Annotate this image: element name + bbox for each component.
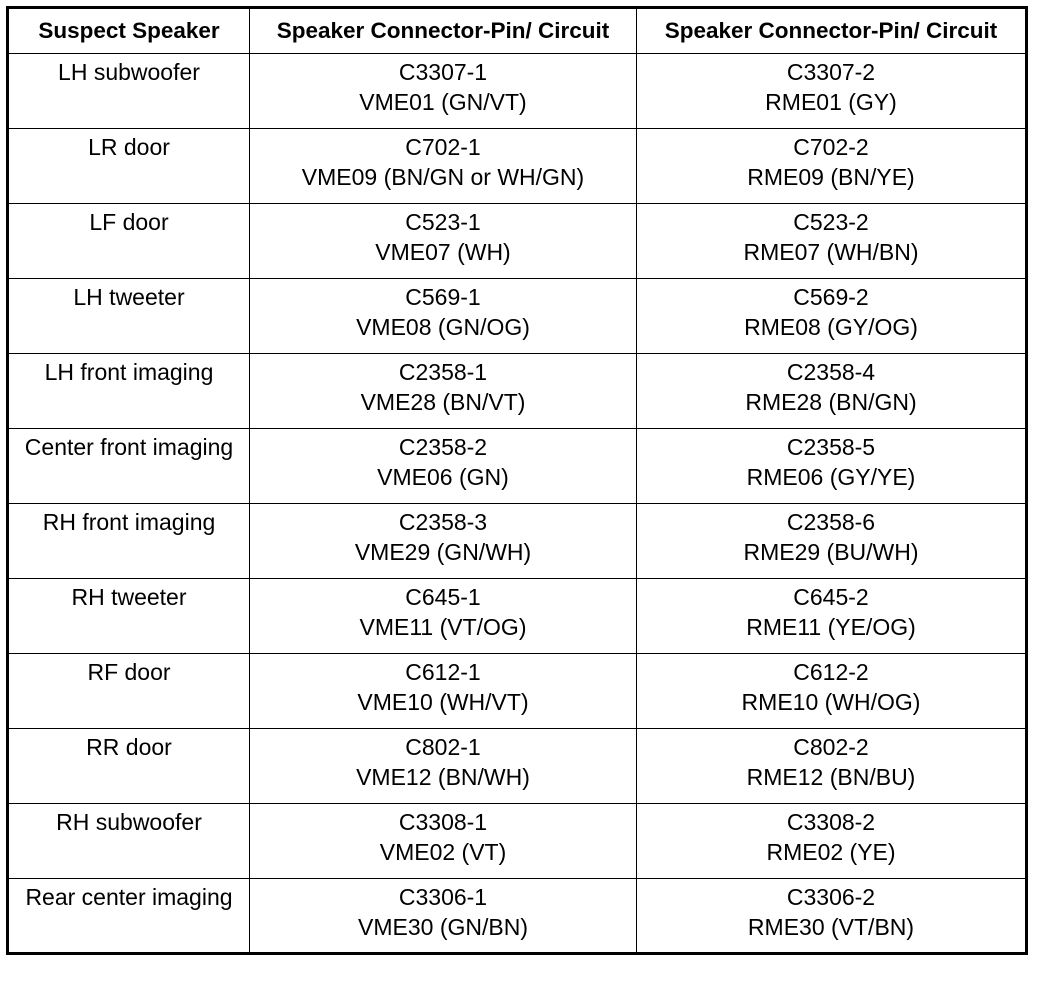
connector-b-cell: [637, 504, 1027, 579]
connector-b-pin: C612-2: [793, 659, 869, 685]
connector-a-cell: [250, 879, 637, 954]
connector-a-pin: C702-1: [405, 134, 481, 160]
table-row: [8, 54, 1027, 129]
connector-b-cell: [637, 354, 1027, 429]
connector-b-pin: C2358-5: [786, 434, 876, 460]
table-row: [8, 879, 1027, 954]
connector-a-cell: [250, 579, 637, 654]
connector-b-circuit: RME30 (VT/BN): [747, 914, 915, 940]
connector-a-circuit: VME01 (GN/VT): [359, 89, 527, 115]
table-row: [8, 504, 1027, 579]
suspect-speaker-name: RH subwoofer: [56, 809, 202, 835]
suspect-speaker-name: RR door: [86, 734, 172, 760]
table-row: [8, 579, 1027, 654]
speaker-circuit-table: [6, 6, 1028, 955]
suspect-speaker-name: LF door: [89, 209, 169, 235]
suspect-speaker-cell: [8, 729, 250, 804]
connector-b-cell: [637, 429, 1027, 504]
connector-a-cell: [250, 279, 637, 354]
connector-a-circuit: VME06 (GN): [377, 464, 509, 490]
table-body: [8, 54, 1027, 954]
table-row: [8, 204, 1027, 279]
connector-a-cell: [250, 354, 637, 429]
connector-b-pin: C702-2: [793, 134, 869, 160]
connector-b-pin: C523-2: [793, 209, 869, 235]
connector-b-pin: C802-2: [793, 734, 869, 760]
connector-a-circuit: VME08 (GN/OG): [356, 314, 530, 340]
connector-a-cell: [250, 429, 637, 504]
suspect-speaker-cell: [8, 654, 250, 729]
connector-a-cell: [250, 729, 637, 804]
table-row: [8, 129, 1027, 204]
connector-a-pin: C3307-1: [398, 59, 488, 85]
connector-b-cell: [637, 279, 1027, 354]
suspect-speaker-name: LR door: [88, 134, 170, 160]
connector-b-pin: C645-2: [793, 584, 869, 610]
connector-a-pin: C2358-2: [398, 434, 488, 460]
connector-a-pin: C3308-1: [398, 809, 488, 835]
suspect-speaker-name: Rear center imaging: [25, 884, 233, 910]
connector-b-circuit: RME07 (WH/BN): [743, 239, 919, 265]
connector-b-circuit: RME06 (GY/YE): [746, 464, 916, 490]
suspect-speaker-cell: [8, 354, 250, 429]
suspect-speaker-name: LH front imaging: [44, 359, 214, 385]
connector-b-circuit: RME29 (BU/WH): [743, 539, 919, 565]
connector-a-pin: C612-1: [405, 659, 481, 685]
connector-a-pin: C802-1: [405, 734, 481, 760]
suspect-speaker-cell: [8, 129, 250, 204]
connector-b-cell: [637, 879, 1027, 954]
connector-b-cell: [637, 579, 1027, 654]
suspect-speaker-name: LH tweeter: [73, 284, 185, 310]
table-row: [8, 354, 1027, 429]
suspect-speaker-name: RH front imaging: [42, 509, 216, 535]
connector-b-circuit: RME08 (GY/OG): [744, 314, 918, 340]
connector-b-pin: C3308-2: [786, 809, 876, 835]
header-row: [8, 8, 1027, 54]
table-row: [8, 654, 1027, 729]
connector-b-circuit: RME01 (GY): [765, 89, 897, 115]
suspect-speaker-cell: [8, 879, 250, 954]
connector-b-cell: [637, 129, 1027, 204]
connector-b-circuit: RME02 (YE): [766, 839, 896, 865]
suspect-speaker-cell: [8, 204, 250, 279]
header-connector-pin-circuit-a: Speaker Connector-Pin/ Circuit: [250, 8, 637, 54]
header-suspect-speaker: Suspect Speaker: [8, 8, 250, 54]
connector-b-pin: C3307-2: [786, 59, 876, 85]
connector-a-cell: [250, 129, 637, 204]
connector-a-pin: C523-1: [405, 209, 481, 235]
suspect-speaker-cell: [8, 429, 250, 504]
suspect-speaker-cell: [8, 579, 250, 654]
suspect-speaker-cell: [8, 804, 250, 879]
connector-b-circuit: RME12 (BN/BU): [746, 764, 916, 790]
connector-b-pin: C3306-2: [786, 884, 876, 910]
table-row: [8, 729, 1027, 804]
table-row: [8, 279, 1027, 354]
suspect-speaker-cell: [8, 54, 250, 129]
connector-a-cell: [250, 504, 637, 579]
suspect-speaker-name: Center front imaging: [24, 434, 234, 460]
suspect-speaker-name: RF door: [87, 659, 171, 685]
connector-a-circuit: VME28 (BN/VT): [360, 389, 526, 415]
connector-a-circuit: VME07 (WH): [375, 239, 511, 265]
connector-a-circuit: VME30 (GN/BN): [358, 914, 528, 940]
connector-b-circuit: RME11 (YE/OG): [746, 614, 916, 640]
connector-a-circuit: VME11 (VT/OG): [359, 614, 527, 640]
connector-b-circuit: RME09 (BN/YE): [747, 164, 915, 190]
connector-a-pin: C2358-3: [398, 509, 488, 535]
connector-b-circuit: RME10 (WH/OG): [741, 689, 921, 715]
connector-a-circuit: VME29 (GN/WH): [354, 539, 532, 565]
connector-b-cell: [637, 204, 1027, 279]
connector-b-cell: [637, 804, 1027, 879]
table-header: [8, 8, 1027, 54]
connector-a-pin: C2358-1: [398, 359, 488, 385]
connector-a-cell: [250, 804, 637, 879]
suspect-speaker-cell: [8, 504, 250, 579]
connector-b-pin: C569-2: [793, 284, 869, 310]
connector-a-circuit: VME02 (VT): [379, 839, 507, 865]
table-row: [8, 429, 1027, 504]
header-connector-pin-circuit-b: Speaker Connector-Pin/ Circuit: [637, 8, 1027, 54]
connector-b-pin: C2358-6: [786, 509, 876, 535]
connector-a-cell: [250, 54, 637, 129]
connector-a-pin: C645-1: [405, 584, 481, 610]
connector-b-cell: [637, 654, 1027, 729]
suspect-speaker-name: RH tweeter: [71, 584, 187, 610]
suspect-speaker-cell: [8, 279, 250, 354]
connector-a-circuit: VME10 (WH/VT): [357, 689, 529, 715]
connector-a-pin: C3306-1: [398, 884, 488, 910]
connector-a-circuit: VME09 (BN/GN or WH/GN): [301, 164, 585, 190]
connector-b-cell: [637, 729, 1027, 804]
connector-b-circuit: RME28 (BN/GN): [745, 389, 917, 415]
connector-b-cell: [637, 54, 1027, 129]
connector-b-pin: C2358-4: [786, 359, 876, 385]
suspect-speaker-name: LH subwoofer: [58, 59, 200, 85]
table-row: [8, 804, 1027, 879]
connector-a-cell: [250, 204, 637, 279]
connector-a-cell: [250, 654, 637, 729]
connector-a-pin: C569-1: [405, 284, 481, 310]
connector-a-circuit: VME12 (BN/WH): [356, 764, 530, 790]
